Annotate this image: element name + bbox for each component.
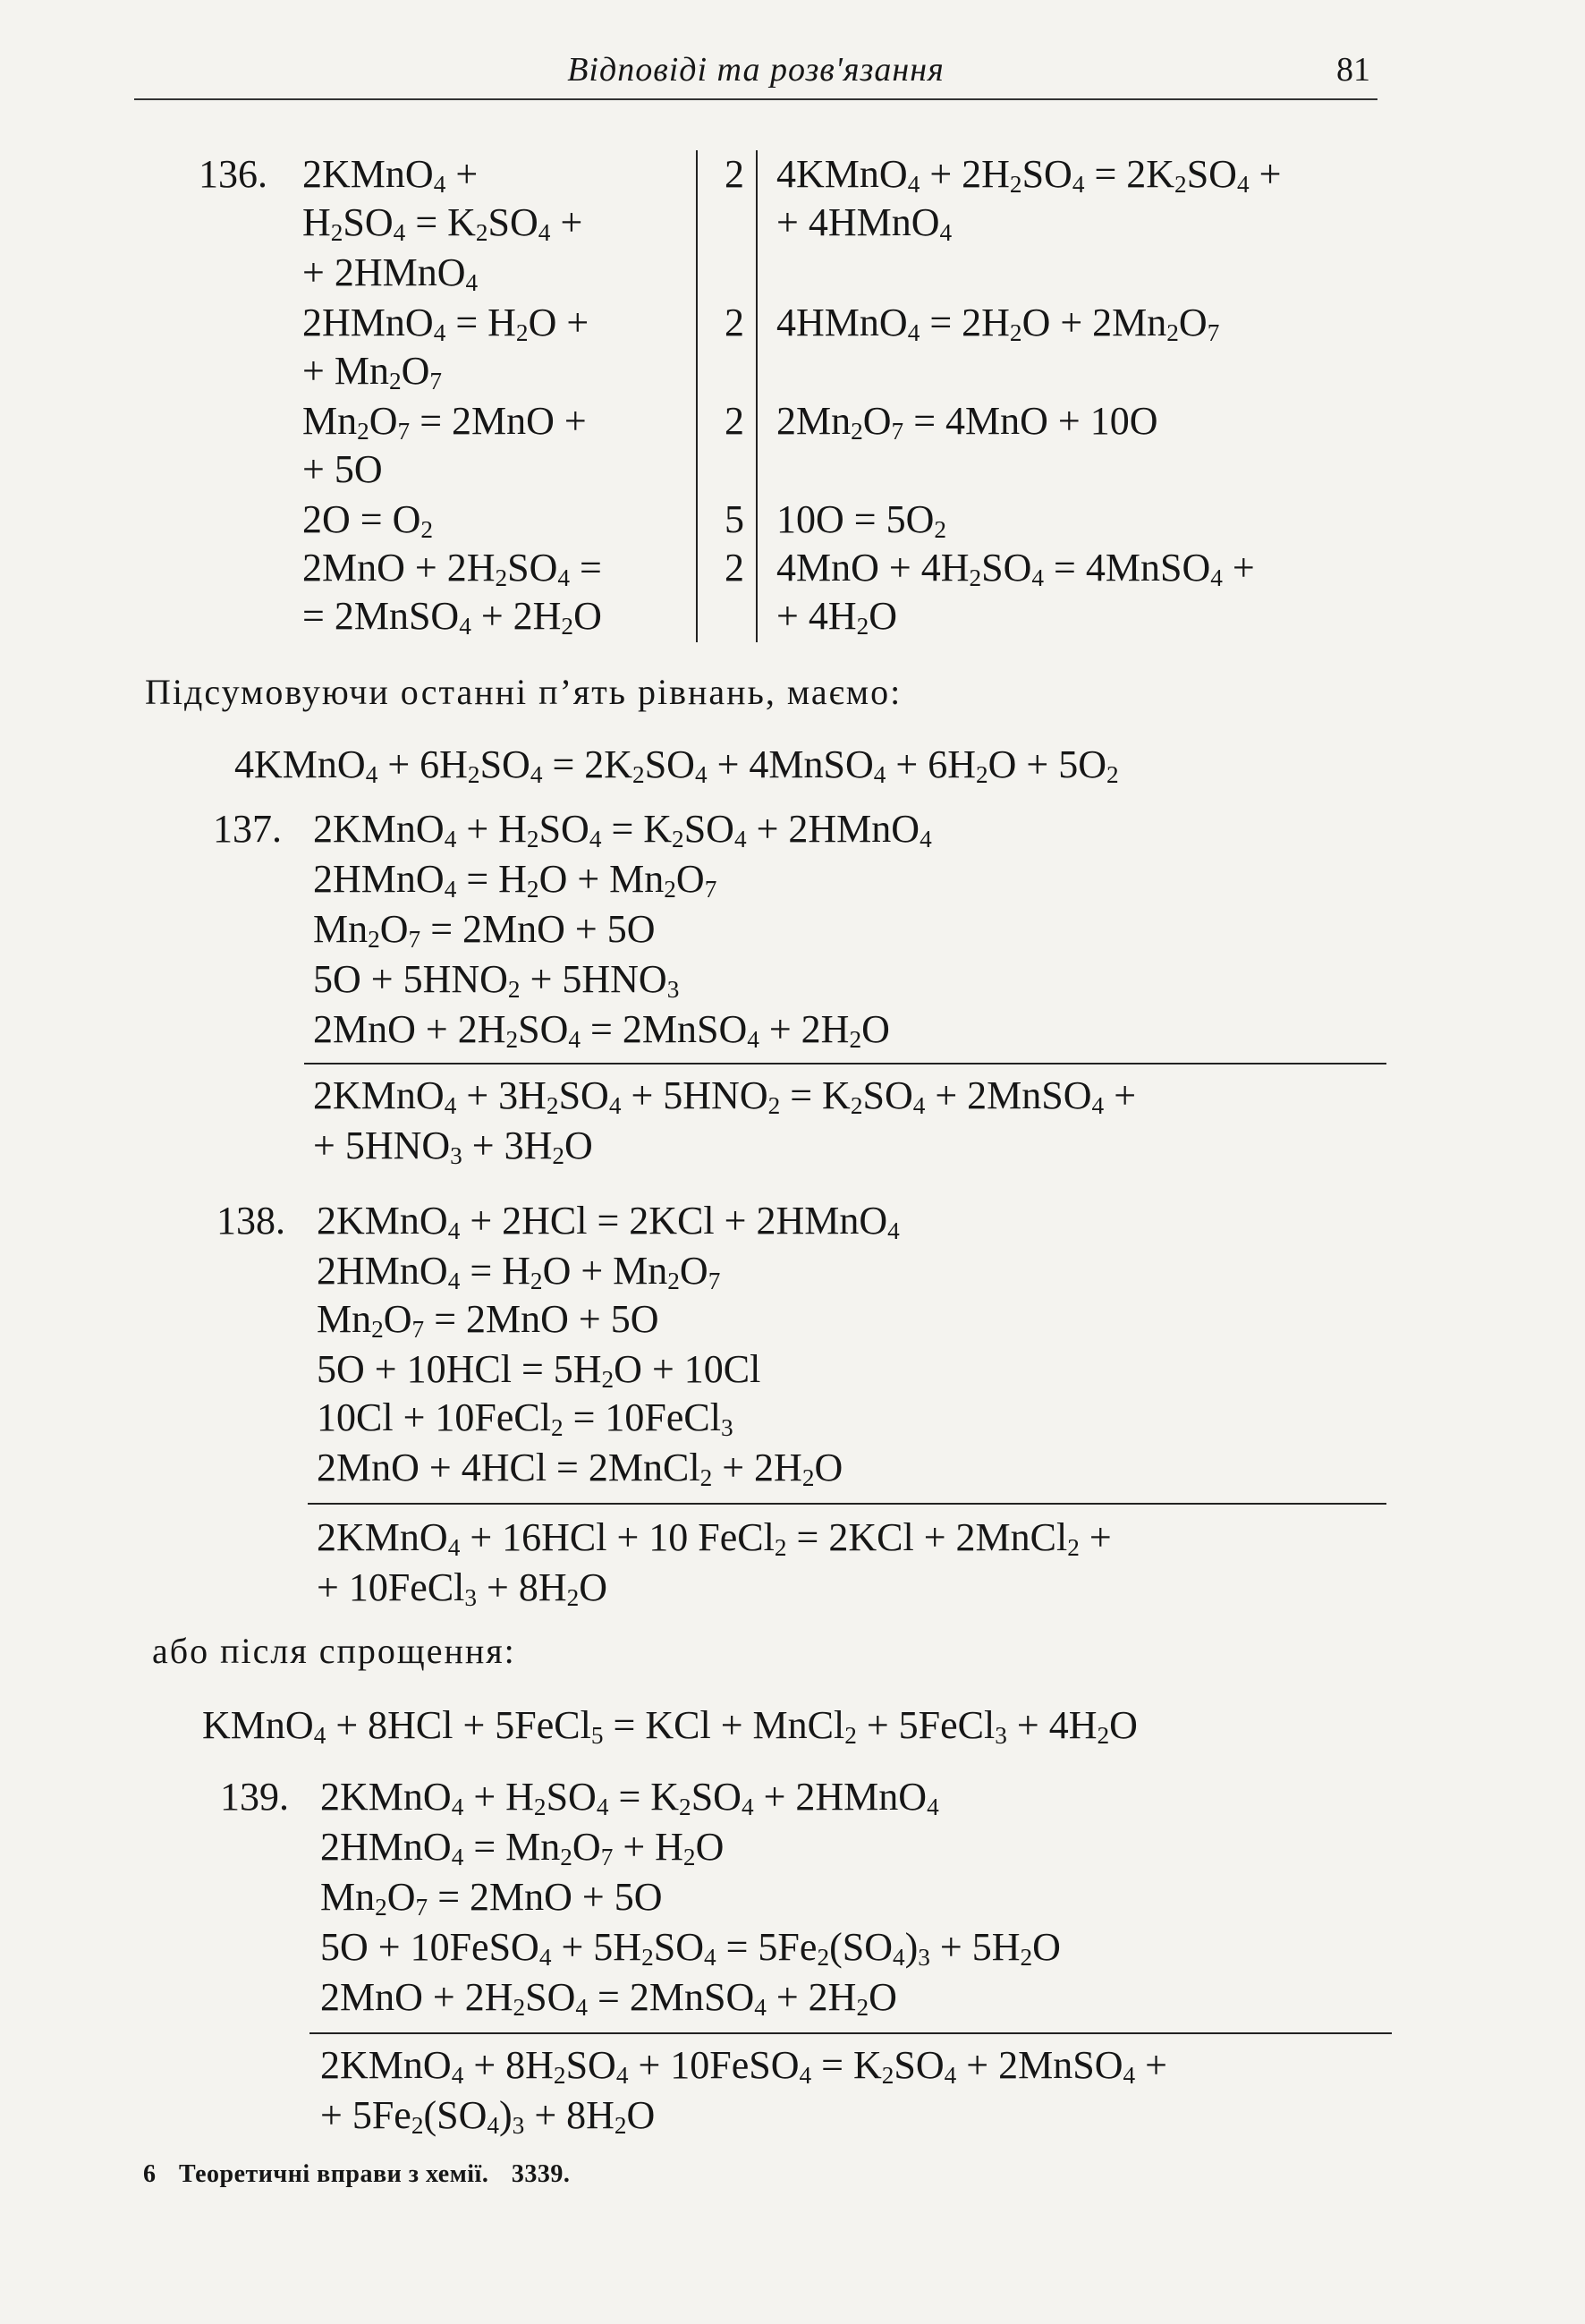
equation-138-result-2: + 10FeCl$_3$ + $8H_2O$ <box>317 1565 608 1611</box>
equation-138-step-1: 2KMnO$_4$ + 2HCl = 2KCl + 2HMnO$_4$ <box>317 1199 900 1244</box>
column-divider-left <box>696 150 698 642</box>
running-title: Відповіді та розв'язання <box>567 51 945 89</box>
equation-138-step-3: $Mn_2O_7 = 2MnO + 5O$ <box>317 1297 659 1343</box>
equation-139-result-2: + $5Fe_2(SO_4)_3 + 8H_2O$ <box>320 2093 656 2139</box>
printer-footer <box>143 2160 586 2189</box>
equation-136-right-3: 4HMnO$_4$ = $2H_2O + 2Mn_2O_7$ <box>776 301 1220 346</box>
equation-136-left-8: $2O = O_2$ <box>302 497 434 543</box>
summary-equation: 4KMnO$_4$ + $6H_2SO_4 = 2K_2SO_4$ + 4MnSO$_4$ + $6H_2O + 5O_2$ <box>234 742 1119 788</box>
equation-136-left-1: 2KMnO$_4$ + <box>302 152 479 198</box>
equation-136-right-1: 4KMnO$_4$ + $2H_2SO_4 = 2K_2SO_4$ + <box>776 152 1282 198</box>
simplification-text: або після спрощення: <box>152 1631 516 1671</box>
equation-138-step-2: 2HMnO$_4$ = $H_2O + Mn_2O_7$ <box>317 1249 721 1294</box>
equation-139-step-4: 5O + 10FeSO$_4$ + $5H_2SO_4 = 5Fe_2(SO_4)_3 + 5H_2O$ <box>320 1925 1061 1971</box>
equation-139-step-2: 2HMnO$_4$ = $Mn_2O_7 + H_2O$ <box>320 1825 725 1870</box>
multiplier-1: 2 <box>725 152 744 196</box>
equation-139-step-1: 2KMnO$_4$ + $H_2SO_4 = K_2SO_4$ + 2HMnO$_4$ <box>320 1775 939 1820</box>
problem-number-137: 137. <box>213 807 282 851</box>
equation-136-right-6: $4MnO + 4H_2SO_4$ = 4MnSO$_4$ + <box>776 546 1255 591</box>
equation-138-result-1: 2KMnO$_4$ + 16HCl + 10 FeCl$_2$ = 2KCl + 2MnCl$_2$ + <box>317 1515 1112 1561</box>
running-header <box>134 47 1377 100</box>
equation-136-left-6: $Mn_2O_7 = 2MnO$ + <box>302 399 587 445</box>
simplified-equation-138: KMnO$_4$ + 8HCl + 5FeCl$_5$ = KCl + MnCl$_2$ + 5FeCl$_3$ + $4H_2O$ <box>202 1703 1138 1749</box>
equation-137-step-5: $2MnO + 2H_2SO_4$ = 2MnSO$_4$ + $2H_2O$ <box>313 1007 890 1053</box>
multiplier-5: 2 <box>725 546 744 589</box>
equation-137-step-1: 2KMnO$_4$ + $H_2SO_4 = K_2SO_4$ + 2HMnO$_4$ <box>313 807 932 852</box>
equation-136-right-4: $2Mn_2O_7 = 4MnO + 10O$ <box>776 399 1158 445</box>
equation-137-result-1: 2KMnO$_4$ + $3H_2SO_4 + 5HNO_2 = K_2SO_4$ + 2MnSO$_4$ + <box>313 1073 1137 1119</box>
equation-137-result-2: + $5HNO_3 + 3H_2O$ <box>313 1124 593 1169</box>
multiplier-3: 2 <box>725 399 744 443</box>
equation-136-right-5: $10O = 5O_2$ <box>776 497 947 543</box>
equation-138-step-5: 10Cl + 10FeCl$_2$ = 10FeCl$_3$ <box>317 1395 733 1441</box>
equation-138-step-6: 2MnO + 4HCl = 2MnCl$_2$ + $2H_2O$ <box>317 1446 843 1491</box>
equation-137-step-4: $5O + 5HNO_2 + 5HNO_3$ <box>313 957 680 1003</box>
equation-136-right-2: + 4HMnO$_4$ <box>776 200 953 246</box>
problem-number-138: 138. <box>216 1199 285 1243</box>
sum-rule-139 <box>309 2032 1392 2034</box>
multiplier-4: 5 <box>725 497 744 541</box>
equation-138-step-4: $5O + 10HCl = 5H_2O + 10Cl$ <box>317 1347 761 1393</box>
equation-139-step-3: $Mn_2O_7 = 2MnO + 5O$ <box>320 1875 663 1921</box>
page-number: 81 <box>1336 51 1370 89</box>
equation-137-step-3: $Mn_2O_7 = 2MnO + 5O$ <box>313 907 656 953</box>
equation-137-step-2: 2HMnO$_4$ = $H_2O + Mn_2O_7$ <box>313 857 717 903</box>
order-number: 3339. <box>511 2160 571 2188</box>
equation-136-left-4: 2HMnO$_4$ = $H_2O$ + <box>302 301 589 346</box>
multiplier-2: 2 <box>725 301 744 344</box>
header-rule <box>134 98 1377 100</box>
sum-rule-137 <box>304 1063 1386 1064</box>
equation-136-left-5: + $Mn_2O_7$ <box>302 349 442 394</box>
equation-136-right-7: + $4H_2O$ <box>776 594 898 640</box>
equation-136-left-10: = 2MnSO$_4$ + $2H_2O$ <box>302 594 602 640</box>
equation-136-left-3: + 2HMnO$_4$ <box>302 250 479 296</box>
column-divider-right <box>756 150 758 642</box>
book-title: Теоретичні вправи з хемії. <box>179 2160 489 2188</box>
equation-136-left-7: + 5O <box>302 447 383 491</box>
equation-139-result-1: 2KMnO$_4$ + $8H_2SO_4$ + 10FeSO$_4$ = $K_2SO_4$ + 2MnSO$_4$ + <box>320 2043 1167 2089</box>
equation-136-left-9: $2MnO + 2H_2SO_4$ = <box>302 546 602 591</box>
sum-rule-138 <box>308 1503 1386 1505</box>
problem-number-139: 139. <box>220 1775 289 1819</box>
problem-number-136: 136. <box>199 152 267 196</box>
summary-text: Підсумовуючи останні п’ять рівнань, маємо: <box>145 672 903 712</box>
equation-139-step-5: $2MnO + 2H_2SO_4$ = 2MnSO$_4$ + $2H_2O$ <box>320 1975 897 2021</box>
equation-136-left-2: $H_2SO_4 = K_2SO_4$ + <box>302 200 583 246</box>
signature-mark: 6 <box>143 2160 157 2188</box>
